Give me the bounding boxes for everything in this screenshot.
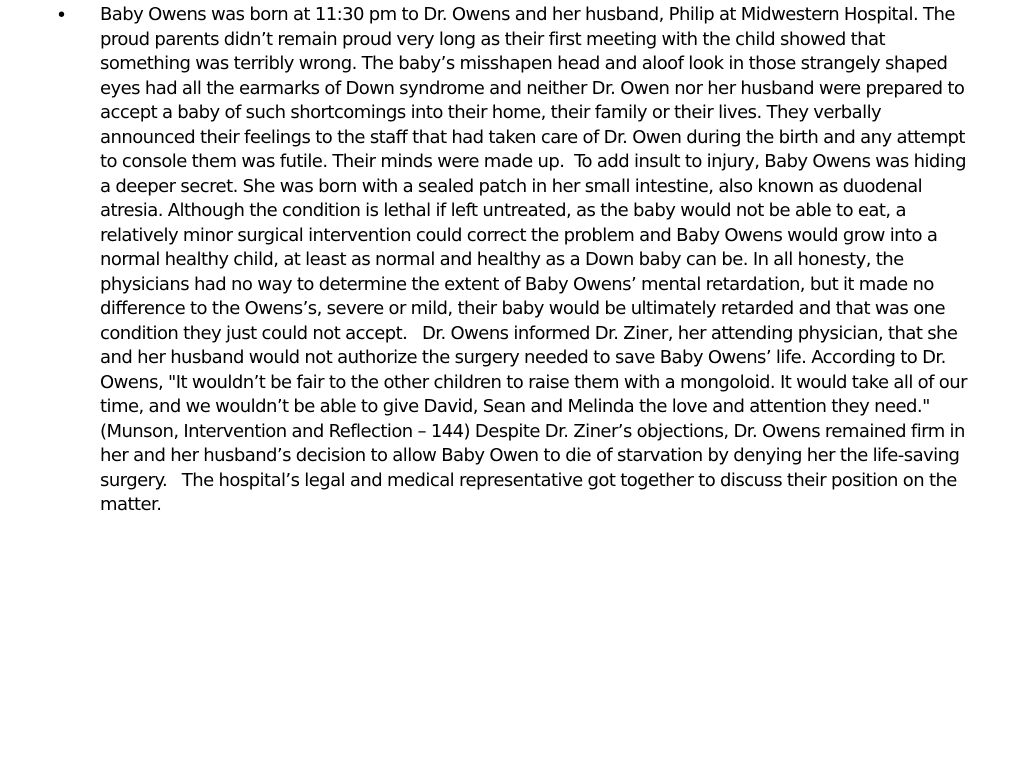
bullet-item <box>58 3 970 518</box>
bullet-marker: • <box>58 4 66 26</box>
bullet-text: Baby Owens was born at 11:30 pm to Dr. Owens and her husband, Philip at Midwestern Hospital. The proud parents didn’t remain proud very long as their first meeting with the child showed that something was terribly wrong. The baby’s misshapen head and aloof look in those strangely shaped eyes had all the earmarks of Down syndrome and neither Dr. Owen nor her husband were prepared to accept a baby of such shortcomings into their home, their family or their lives. They verbally announced their feelings to the staff that had taken care of Dr. Owen during the birth and any attempt to console them was futile. Their minds were made up. To add insult to injury, Baby Owens was hiding a deeper secret. She was born with a sealed patch in her small intestine, also known as duodenal atresia. Although the condition is lethal if left untreated, as the baby would not be able to eat, a relatively minor surgical intervention could correct the problem and Baby Owens would grow into a normal healthy child, at least as normal and healthy as a Down baby can be. In all honesty, the physicians had no way to determine the extent of Baby Owens’ mental retardation, but it made no difference to the Owens’s, severe or mild, their baby would be ultimately retarded and that was one condition they just could not accept. Dr. Owens informed Dr. Ziner, her attending physician, that she and her husband would not authorize the surgery needed to save Baby Owens’ life. According to Dr. Owens, "It wouldn’t be fair to the other children to raise them with a mongoloid. It would take all of our time, and we wouldn’t be able to give David, Sean and Melinda the love and attention they need." (Munson, Intervention and Reflection – 144) Despite Dr. Ziner’s objections, Dr. Owens remained firm in her and her husband’s decision to allow Baby Owen to die of starvation by denying her the life-saving surgery. The hospital’s legal and medical representative got together to discuss their position on the matter. <box>100 4 972 515</box>
bullet-list <box>58 3 970 518</box>
